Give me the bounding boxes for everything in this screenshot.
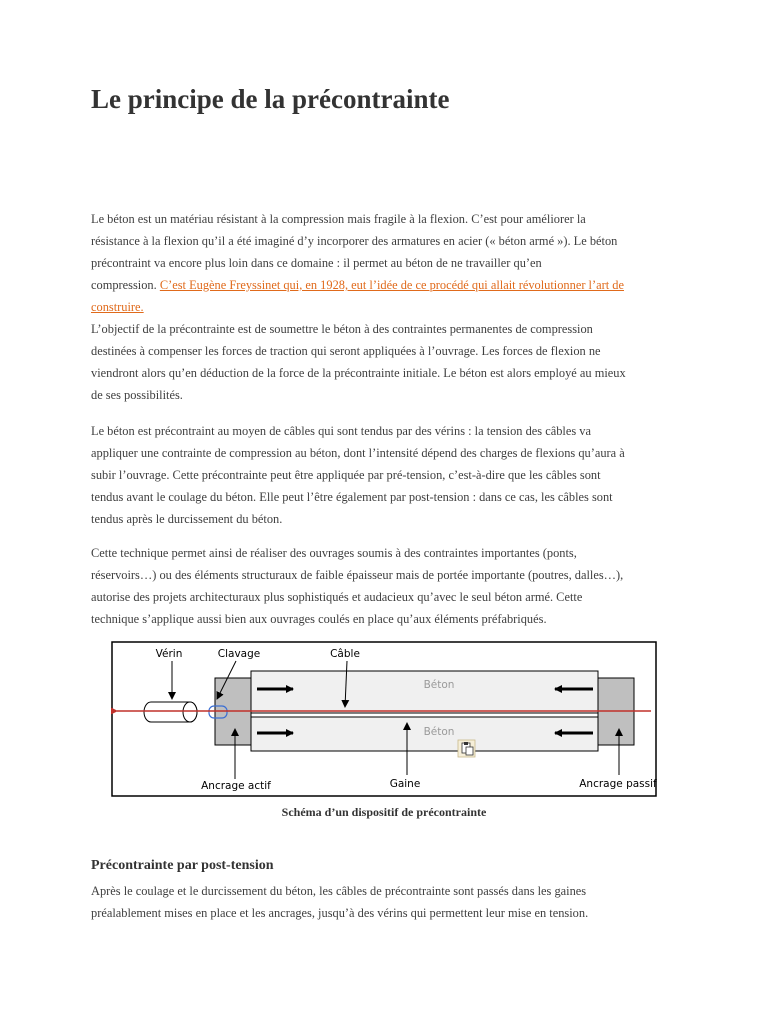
technique-line: réservoirs…) ou des éléments structuraux de faible épaisseur mais de portée importante (poutres, dalles…), (91, 568, 624, 582)
cables-line: appliquer une contrainte de compression au béton, dont l’intensité dépend des charges de flexions qu’aura à (91, 446, 625, 460)
intro-line-prefix: compression. (91, 278, 160, 292)
cables-paragraph (91, 420, 677, 530)
gaine-label: Gaine (389, 778, 421, 790)
post-tension-paragraph (91, 880, 677, 924)
jack-cylinder (144, 702, 197, 722)
diagram-svg (111, 641, 657, 797)
figure-caption: Schéma d’un dispositif de précontrainte (281, 805, 487, 819)
paste-icon (458, 740, 475, 757)
intro-line (91, 274, 677, 296)
prestress-diagram (111, 641, 657, 797)
freyssinet-link[interactable]: C’est Eugène Freyssinet qui, en 1928, eut l’idée de ce procédé qui allait révolutionner l’art de (159, 278, 624, 292)
technique-line: autorise des projets architecturaux plus sophistiqués et audacieux qu’avec le seul béton armé. Cette (91, 590, 583, 604)
cables-line: tendus après le durcissement du béton. (91, 512, 283, 526)
beton-bottom-label: Béton (423, 726, 455, 738)
cable-label: Câble (330, 648, 360, 660)
ancrage-passif-label: Ancrage passif (579, 778, 657, 790)
post-tension-line: Après le coulage et le durcissement du béton, les câbles de précontrainte sont passés dans les gaines (91, 884, 587, 898)
cables-line: tendus avant le coulage du béton. Elle peut l’être également par post-tension : dans ce cas, les câbles sont (91, 490, 613, 504)
technique-line: Cette technique permet ainsi de réaliser des ouvrages soumis à des contraintes importantes (ponts, (91, 546, 577, 560)
freyssinet-link-end[interactable]: construire. (91, 300, 144, 314)
intro-line: L’objectif de la précontrainte est de soumettre le béton à des contraintes permanentes de compression (91, 322, 593, 336)
cables-line: Le béton est précontraint au moyen de câbles qui sont tendus par des vérins : la tension des câbles va (91, 424, 591, 438)
page-title: Le principe de la précontrainte (91, 84, 450, 114)
beton-top-label: Béton (423, 679, 455, 691)
intro-line: Le béton est un matériau résistant à la compression mais fragile à la flexion. C’est pour améliorer la (91, 212, 586, 226)
beton-top-block (251, 671, 598, 713)
clavage-label: Clavage (217, 648, 261, 660)
intro-line: résistance à la flexion qu’il a été imaginé d’y incorporer des armatures en acier (« béton armé »). Le béton (91, 234, 618, 248)
intro-line: destinées à compenser les forces de traction qui seront appliquées à l’ouvrage. Les forces de flexion ne (91, 344, 601, 358)
cables-line: subir l’ouvrage. Cette précontrainte peut être appliquée par pré-tension, c’est-à-dire que les câbles sont (91, 468, 601, 482)
intro-line (91, 296, 677, 318)
intro-line: viendront alors qu’en déduction de la force de la précontrainte initiale. Le béton est alors employé au mieux (91, 366, 626, 380)
post-tension-line: préalablement mises en place et les ancrages, jusqu’à des vérins qui permettent leur mise en tension. (91, 906, 589, 920)
verin-label: Vérin (155, 648, 183, 660)
ancrage-actif-label: Ancrage actif (201, 780, 271, 792)
technique-paragraph (91, 542, 677, 630)
intro-line: précontraint va encore plus loin dans ce domaine : il permet au béton de ne travailler qu’en (91, 256, 542, 270)
intro-line: de ses possibilités. (91, 388, 183, 402)
intro-paragraph (91, 208, 677, 406)
technique-line: technique s’applique aussi bien aux ouvrages coulés en place qu’aux éléments préfabriqués. (91, 612, 547, 626)
section-heading: Précontrainte par post-tension (91, 858, 274, 873)
